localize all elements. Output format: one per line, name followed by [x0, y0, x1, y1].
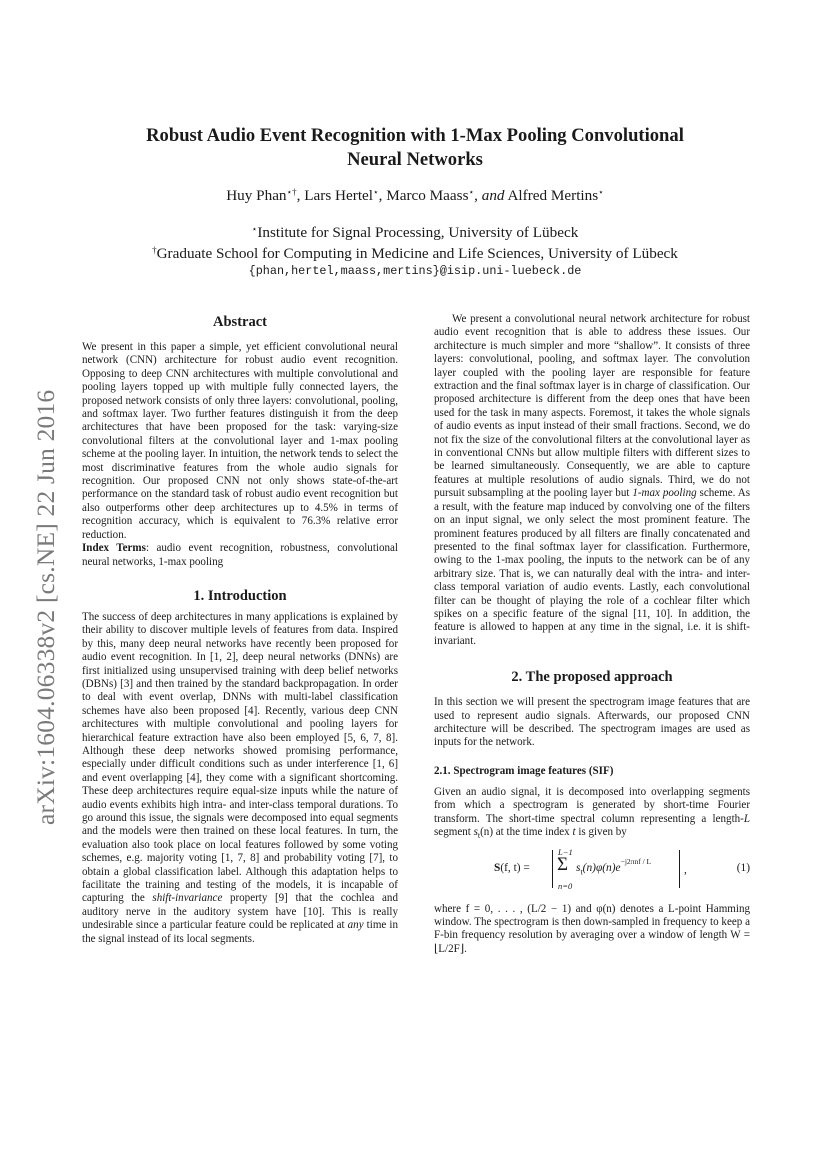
paper-title [100, 124, 730, 172]
equation-lhs [494, 862, 530, 875]
sif-paragraph [434, 786, 750, 843]
affiliation-1-text: Institute for Signal Processing, University of Lübeck [257, 224, 579, 241]
affiliation-1-mark: ⋆ [251, 224, 258, 234]
sif-symbol-t: t [572, 826, 576, 838]
approach-heading: 2. The proposed approach [511, 669, 673, 686]
sum-lower-limit: n=0 [558, 880, 573, 891]
index-terms [82, 542, 398, 569]
equation-lhs-rest: (f, t) = [500, 861, 530, 874]
introduction-paragraph [82, 611, 398, 946]
abstract-text: We present in this paper a simple, yet efficient convolutional neural network (CNN) architecture for robust audio event recognition. Opposing to deep CNN architectures with multiple convolutional and pooling layers topped up with multiple fully connected layers, the proposed network consists of only three layers: convolutional, pooling, and softmax layer. Two further features distinguish it from the deep architectures that have been proposed for the task: varying-size convolutional filters at the convolutional layer and 1-max pooling scheme at the pooling layer. In intuition, the network tends to select the most discriminative features from the whole audio signals for recognition. Our proposed CNN not only shows state-of-the-art performance on the standard task of robust audio event recognition but also outperforms other deep architectures up to 4.5% in terms of recognition accuracy, which is equivalent to 76.3% relative error reduction. [82, 341, 398, 541]
intro-text-b: property [9] that the cochlea and auditory nerve in the auditory system have [10]. This is really undesirable since a particular feature could be replicated at [82, 892, 398, 932]
author-separator: , [378, 187, 387, 204]
index-terms-label: Index Terms [82, 542, 146, 555]
approach-paragraph: In this section we will present the spectrogram image features that are used to represent audio signals. Afterwards, our proposed CNN architecture will be described. The spectrogram images are used as inputs for the network. [434, 696, 750, 749]
affiliation-2 [100, 243, 730, 264]
author-list [100, 186, 730, 206]
arxiv-stamp: arXiv:1604.06338v2 [cs.NE] 22 Jun 2016 [31, 389, 60, 825]
author-separator: , [296, 187, 305, 204]
left-column [82, 313, 398, 946]
abs-bar-left [552, 850, 553, 888]
sif-text: Given an audio signal, it is decomposed into overlapping segments from which a spectrogram is generated by short-time Fourier transform. The short-time spectral column representing a length- [434, 785, 750, 825]
author-4: Alfred Mertins [504, 187, 599, 204]
introduction-heading: 1. Introduction [193, 587, 287, 604]
author-2: Lars Hertel [304, 187, 373, 204]
title-line-2: Neural Networks [347, 149, 483, 170]
equation-comma: , [684, 863, 687, 876]
affiliation-1 [100, 222, 730, 243]
sif-end: is given by [575, 826, 627, 838]
sif-symbol-s: s [473, 826, 478, 838]
author-separator: , [474, 187, 482, 204]
abs-bar-right [679, 850, 680, 888]
right-column [434, 313, 750, 956]
right-text-a: We present a convolutional neural network architecture for robust audio event recognition that is able to address these issues. Our architecture is much simpler and more “shallow”. It consists of three layers: convolutional, pooling, and softmax layer. The convolution layer coupled with the pooling layer are responsible for feature extraction and the final softmax layer is in charge of classification. Our proposed architecture is different from the deep ones that have been used for the task in many aspects. Foremost, it takes the whole signals of audio events as input instead of their small fractions. Second, we do not fix the size of the convolutional filters at the convolutional layer as in conventional CNNs but allow multiple filters with different sizes to be learned simultaneously. Consequently, we are able to capture features at multiple resolutions of audio signals. Third, we do not pursuit subsampling at the pooling layer but [434, 313, 750, 500]
intro-text-c: time in the signal instead of its local segments. [82, 919, 398, 945]
right-text-b: scheme. As a result, with the feature map induced by convolving one of the filters on an input signal, we only select the most prominent feature. The prominent features produced by all filters are finally concatenated and presented to the final softmax layer for classification. Furthermore, owing to the 1-max pooling, the inputs to the network can be of any arbitrary size. That is, we can naturally deal with the intra- and inter-class temporal variation of audio events. Lastly, each convolutional filter can be thought of playing the role of a cochlear filter which spikes on a specific feature of the signal [11, 10]. In addition, the feature is allowed to happen at any time in the signal, i.e. it is shift-invariant. [434, 487, 751, 647]
sif-symbol-s-arg: (n) [480, 826, 494, 838]
equation-body-rest: (n)φ(n)e [582, 861, 621, 874]
intro-italic-b: any [347, 919, 364, 932]
affiliation-2-text: Graduate School for Computing in Medicine and Life Sciences, University of Lübeck [156, 245, 678, 262]
where-paragraph: where f = 0, . . . , (L/2 − 1) and φ(n) denotes a L-point Hamming window. The spectrogram is then down-sampled in frequency to keep a F-bin frequency resolution by averaging over a window of length W = ⌊L/2F⌋. [434, 902, 750, 955]
sif-symbol-L: L [743, 812, 750, 825]
author-4-marks: ⋆ [598, 187, 604, 197]
author-1: Huy Phan [226, 187, 287, 204]
equation-number: (1) [736, 861, 750, 874]
sum-upper-limit: L−1 [558, 846, 573, 857]
equation-s-sub: t [580, 866, 583, 876]
sif-mid: segment [434, 826, 474, 838]
intro-continuation-paragraph [434, 313, 750, 648]
abstract-heading: Abstract [213, 314, 267, 330]
author-3: Marco Maass [386, 187, 469, 204]
affiliations [100, 222, 730, 264]
intro-italic-a: shift-invariance [152, 892, 223, 905]
equation-1 [434, 843, 750, 895]
sum-symbol: Σ [557, 853, 569, 875]
author-2-marks: ⋆ [373, 187, 379, 197]
sif-symbol-s-sub: t [477, 831, 481, 841]
sif-mid2: at the time index [493, 826, 573, 838]
affiliation-2-mark: † [152, 245, 157, 255]
author-1-marks: ⋆† [286, 187, 297, 197]
author-3-marks: ⋆ [468, 187, 475, 197]
author-email: {phan,hertel,maass,mertins}@isip.uni-luebeck.de [248, 264, 582, 278]
intro-text-a: The success of deep architectures in many applications is explained by their ability to discover multiple levels of features from data. Inspired by this, many deep neural networks have recently been proposed for audio event recognition. In [1, 2], deep neural networks (DNNs) are first initialized using unsupervised training with deep belief networks (DBNs) [3] and then trained by the standard backpropagation. In order to deal with event overlap, DNNs with multi-label classification schemes have also been proposed [4]. Recently, various deep CNN architectures with multiple convolutional and pooling layers for hierarchical feature extraction have also been employed [5, 6, 7, 8]. Although these deep networks showed promising performance, especially under difficult conditions such as under interference [1, 6] and event overlapping [4], they come with a significant shortcoming. These deep architectures require equal-size inputs while the nature of audio events exhibits high intra- and inter-class temporal durations. To go around this issue, the signals were decomposed into equal segments and the models were then trained on these local features. In turn, the evaluation also took place on local features followed by some voting schemes, e.g. majority voting [1, 7, 8] and probability voting [7], to obtain a global classification label. Although this adaptation helps to facilitate the training and testing of the models, it is incapable of capturing the [82, 610, 398, 905]
equation-exponent: −j2πnf / L [620, 856, 652, 866]
index-terms-text: : audio event recognition, robustness, convolutional neural networks, 1-max pooling [82, 542, 398, 568]
sif-subheading: 2.1. Spectrogram image features (SIF) [434, 764, 614, 777]
right-italic: 1-max pooling [632, 487, 697, 500]
equation-s: s [576, 861, 581, 874]
equation-S: S [494, 861, 501, 874]
title-line-1: Robust Audio Event Recognition with 1-Max Pooling Convolutional [146, 125, 684, 146]
author-and: and [481, 187, 505, 204]
